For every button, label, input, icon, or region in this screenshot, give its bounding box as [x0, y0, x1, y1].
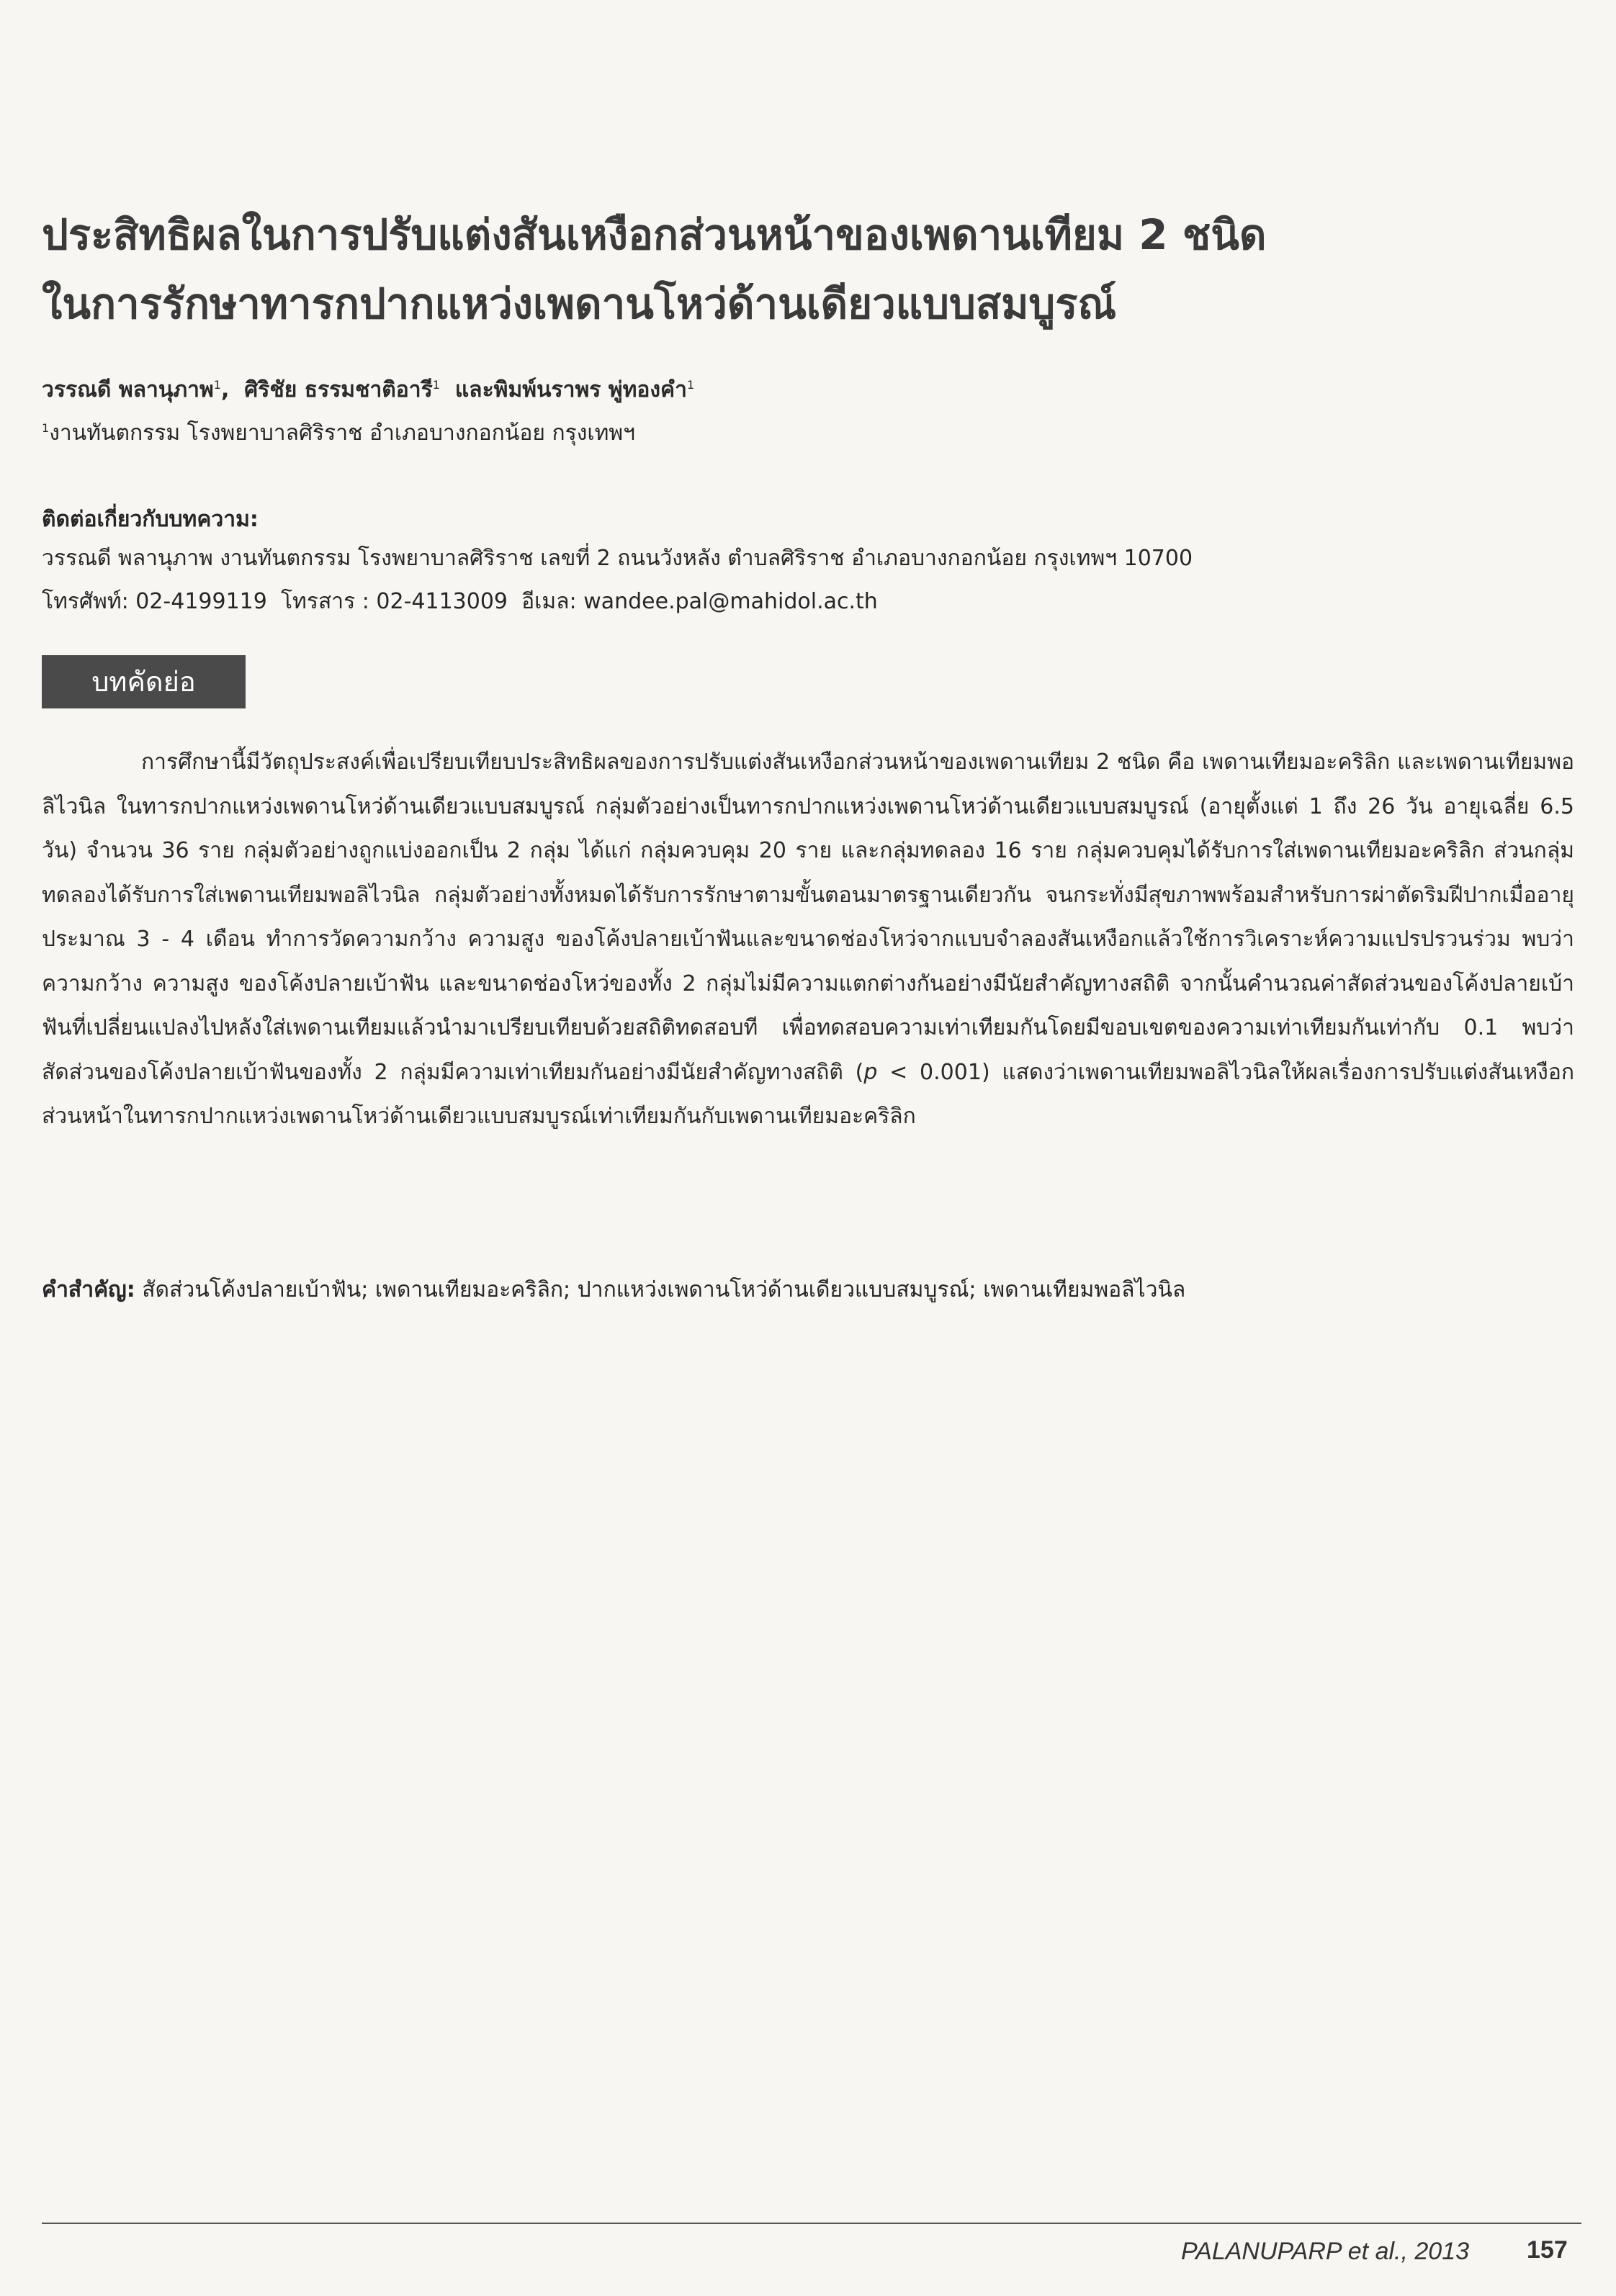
title-line-2: ในการรักษาทารกปากแหว่งเพดานโหว่ด้านเดียวแบบสมบูรณ์	[42, 279, 1117, 328]
contact-details	[42, 585, 878, 618]
keywords-label: คำสำคัญ:	[42, 1277, 135, 1302]
fax-label: โทรสาร :	[280, 589, 369, 614]
author-1: วรรณดี พลานุภาพ	[42, 377, 214, 402]
p-value-symbol: p	[863, 1059, 878, 1085]
title-line-1: ประสิทธิผลในการปรับแต่งสันเหงือกส่วนหน้าของเพดานเทียม 2 ชนิด	[42, 210, 1267, 259]
footer-divider	[42, 2223, 1581, 2224]
email-address[interactable]: wandee.pal@mahidol.ac.th	[583, 589, 878, 614]
author-1-affiliation-mark: 1	[213, 378, 221, 392]
affiliation	[42, 416, 635, 450]
footer-citation: PALANUPARP et al., 2013	[1181, 2238, 1470, 2265]
keywords	[42, 1273, 1574, 1307]
contact-heading: ติดต่อเกี่ยวกับบทความ:	[42, 507, 259, 532]
email-label: อีเมล:	[521, 589, 577, 614]
author-3-affiliation-mark: 1	[686, 378, 695, 392]
article-title	[42, 200, 1554, 338]
abstract-text-part-2: < 0.001) แสดงว่าเพดานเทียมพอลิไวนิลให้ผลเรื่องการปรับแต่งสันเหงือกส่วนหน้าในทารกปากแหว่งเพดานโหว่ด้านเดียวแบบสมบูรณ์เท่าเทียมกันกับเพดานเทียมอะคริลิก	[42, 1059, 1574, 1129]
phone-number: 02-4199119	[135, 589, 267, 614]
phone-label: โทรศัพท์:	[42, 589, 129, 614]
author-3: และพิมพ์นราพร พู่ทองคำ	[454, 377, 687, 402]
affiliation-mark: 1	[42, 421, 50, 435]
abstract-text-part-1: การศึกษานี้มีวัตถุประสงค์เพื่อเปรียบเทียบประสิทธิผลของการปรับแต่งสันเหงือกส่วนหน้าของเพดานเทียม 2 ชนิด คือ เพดานเทียมอะคริลิก และเพดานเทียมพอลิไวนิล ในทารกปากแหว่งเพดานโหว่ด้านเดียวแบบสมบูรณ์ กลุ่มตัวอย่างเป็นทารกปากแหว่งเพดานโหว่ด้านเดียวแบบสมบูรณ์ (อายุตั้งแต่ 1 ถึง 26 วัน อายุเฉลี่ย 6.5 วัน) จำนวน 36 ราย กลุ่มตัวอย่างถูกแบ่งออกเป็น 2 กลุ่ม ได้แก่ กลุ่มควบคุม 20 ราย และกลุ่มทดลอง 16 ราย กลุ่มควบคุมได้รับการใส่เพดานเทียมอะคริลิก ส่วนกลุ่มทดลองได้รับการใส่เพดานเทียมพอลิไวนิล กลุ่มตัวอย่างทั้งหมดได้รับการรักษาตามขั้นตอนมาตรฐานเดียวกัน จนกระทั่งมีสุขภาพพร้อมสำหรับการผ่าตัดริมฝีปากเมื่ออายุประมาณ 3 - 4 เดือน ทำการวัดความกว้าง ความสูง ของโค้งปลายเบ้าฟันและขนาดช่องโหว่จากแบบจำลองสันเหงือกแล้วใช้การวิเคราะห์ความแปรปรวนร่วม พบว่า ความกว้าง ความสูง ของโค้งปลายเบ้าฟัน และขนาดช่องโหว่ของทั้ง 2 กลุ่มไม่มีความแตกต่างกันอย่างมีนัยสำคัญทางสถิติ จากนั้นคำนวณค่าสัดส่วนของโค้งปลายเบ้าฟันที่เปลี่ยนแปลงไปหลังใส่เพดานเทียมแล้วนำมาเปรียบเทียบด้วยสถิติทดสอบที เพื่อทดสอบความเท่าเทียมกันโดยมีขอบเขตของความเท่าเทียมกันเท่ากับ 0.1 พบว่า สัดส่วนของโค้งปลายเบ้าฟันของทั้ง 2 กลุ่มมีความเท่าเทียมกันอย่างมีนัยสำคัญทางสถิติ (	[42, 749, 1574, 1085]
contact-address: วรรณดี พลานุภาพ งานทันตกรรม โรงพยาบาลศิริราช เลขที่ 2 ถนนวังหลัง ตำบลศิริราช อำเภอบางกอกน้อย กรุงเทพฯ 10700	[42, 546, 1193, 571]
abstract-heading: บทคัดย่อ	[42, 655, 246, 708]
page-number: 157	[1527, 2236, 1568, 2264]
author-2-affiliation-mark: 1	[432, 378, 440, 392]
abstract-body	[42, 740, 1574, 1139]
keywords-text: สัดส่วนโค้งปลายเบ้าฟัน; เพดานเทียมอะคริลิก; ปากแหว่งเพดานโหว่ด้านเดียวแบบสมบูรณ์; เพดานเทียมพอลิไวนิล	[142, 1277, 1186, 1302]
affiliation-text: งานทันตกรรม โรงพยาบาลศิริราช อำเภอบางกอกน้อย กรุงเทพฯ	[49, 420, 636, 446]
author-list: วรรณดี พลานุภาพ$^1$, ศิริชัย ธรรมชาติอารี$^1$ และพิมพ์นราพร พู่ทองคำ$^1$	[42, 377, 695, 402]
fax-number: 02-4113009	[376, 589, 508, 614]
author-2: ศิริชัย ธรรมชาติอารี	[244, 377, 433, 402]
